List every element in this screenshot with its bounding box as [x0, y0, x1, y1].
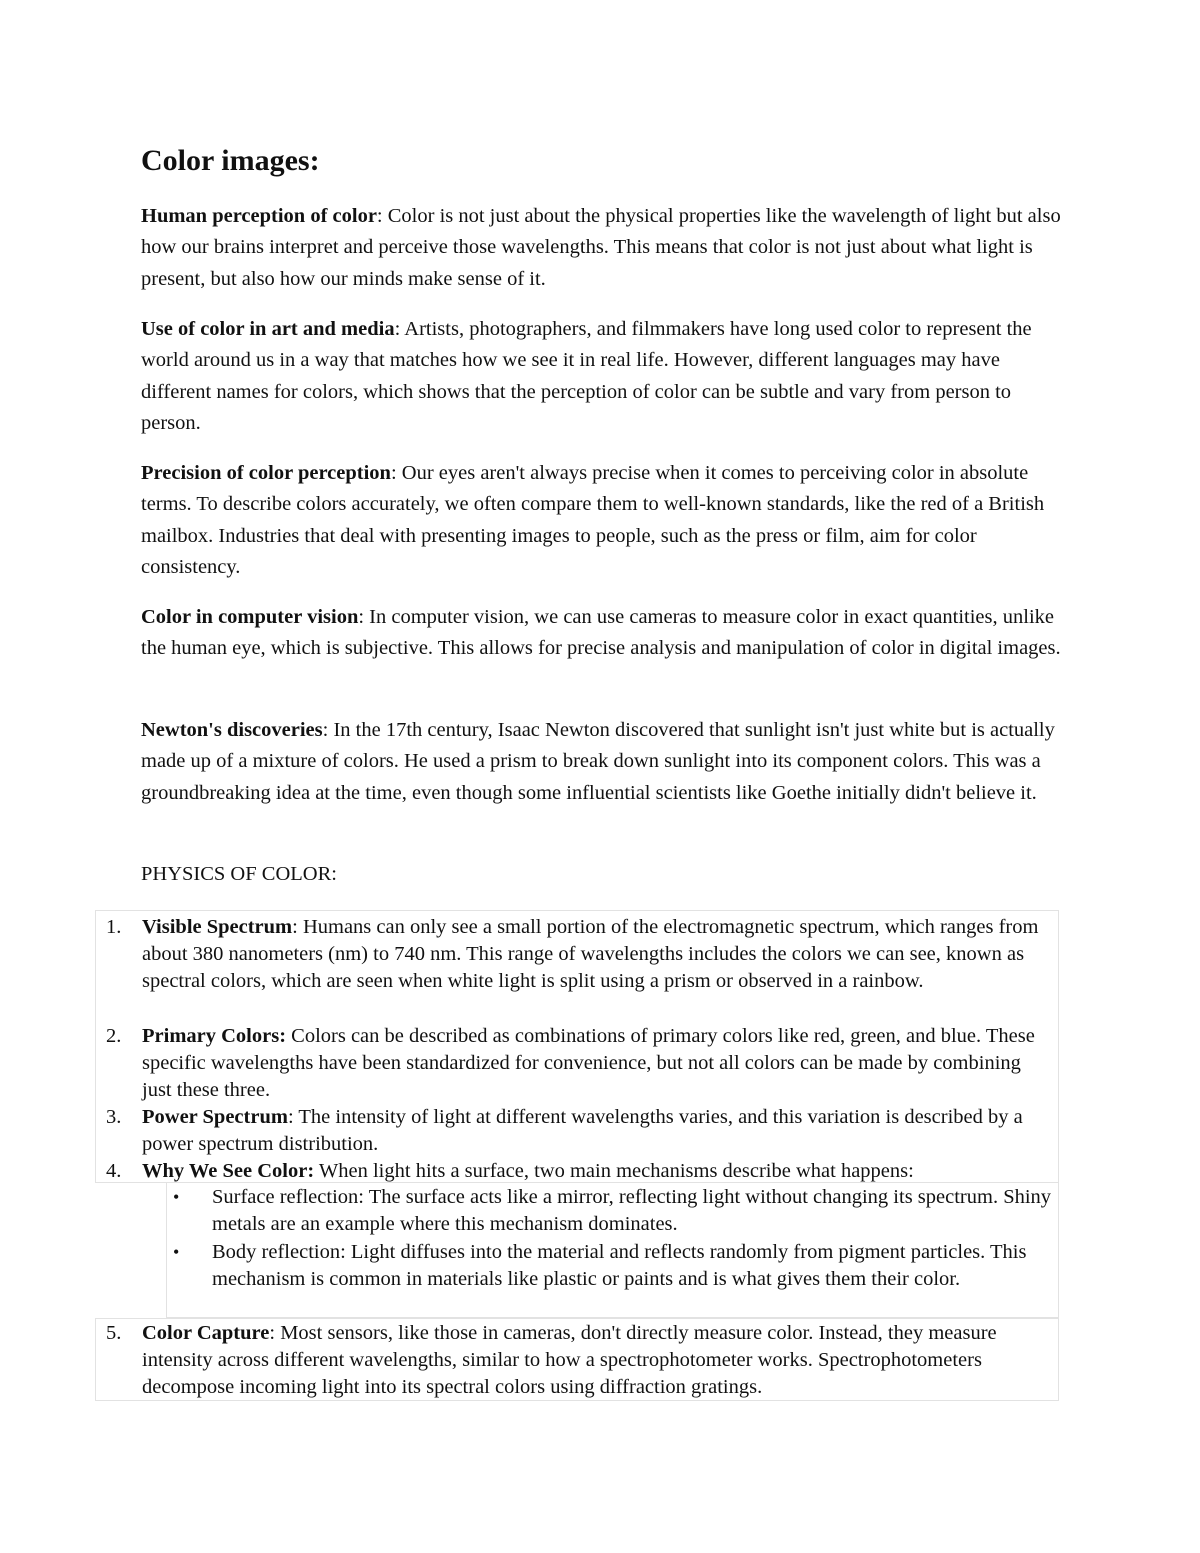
- list-item-text: : The intensity of light at different wavelengths varies, and this variation is described by a power spectrum distribution.: [142, 1106, 1023, 1155]
- paragraph-newton: [141, 715, 1071, 809]
- list-item-body: [142, 1023, 1054, 1104]
- bullet-item-text: Surface reflection: The surface acts like a mirror, reflecting light without changing its spectrum. Shiny metals are an example where this mechanism dominates.: [212, 1186, 1052, 1235]
- paragraph-heading: Use of color in art and media: [141, 318, 395, 340]
- paragraph-text: : In computer vision, we can use cameras to measure color in exact quantities, unlike the human eye, which is subjective. This allows for precise analysis and manipulation of color in digital images.: [141, 606, 1061, 660]
- paragraph-human-perception: [141, 201, 1071, 295]
- list-item-body: [142, 1104, 1054, 1158]
- list-item-text: : Most sensors, like those in cameras, don't directly measure color. Instead, they measure intensity across different wavelengths, similar to how a spectrophotometer works. Spectrophotometers decompose incoming light into its spectral colors using diffraction gratings.: [142, 1322, 997, 1398]
- paragraph-text: : Our eyes aren't always precise when it comes to perceiving color in absolute terms. To describe colors accurately, we often compare them to well-known standards, like the red of a British mailbox. Industries that deal with presenting images to people, such as the press or film, aim for color consistency.: [141, 462, 1045, 578]
- list-item-text: Colors can be described as combinations of primary colors like red, green, and blue. These specific wavelengths have been standardized for convenience, but not all colors can be made by combining just these three.: [142, 1025, 1035, 1101]
- list-item-text: : Humans can only see a small portion of the electromagnetic spectrum, which ranges from about 380 nanometers (nm) to 740 nm. This range of wavelengths includes the colors we can see, known as spectral colors, which are seen when white light is split using a prism or observed in a rainbow.: [142, 916, 1039, 992]
- list-number: 2.: [106, 1025, 122, 1047]
- list-number: 3.: [106, 1106, 122, 1128]
- list-item-heading: Why We See Color:: [142, 1160, 315, 1182]
- list-item-heading: Primary Colors:: [142, 1025, 287, 1047]
- numbered-list: [95, 910, 1059, 1183]
- paragraph-heading: Precision of color perception: [141, 462, 391, 484]
- paragraph-text: : Color is not just about the physical properties like the wavelength of light but also how our brains interpret and perceive those wavelengths. This means that color is not just about what light is present, but also how our minds make sense of it.: [141, 205, 1061, 290]
- paragraph-heading: Color in computer vision: [141, 606, 359, 628]
- list-number: 1.: [106, 916, 122, 938]
- paragraph-text: : In the 17th century, Isaac Newton discovered that sunlight isn't just white but is actually made up of a mixture of colors. He used a prism to break down sunlight into its component colors. This was a groundbreaking idea at the time, even though some influential scientists like Goethe initially didn't believe it.: [141, 719, 1055, 804]
- list-item-heading: Visible Spectrum: [142, 916, 293, 938]
- list-item-heading: Color Capture: [142, 1322, 270, 1344]
- paragraph-heading: Newton's discoveries: [141, 719, 323, 741]
- paragraph-precision: [141, 458, 1071, 583]
- list-item-heading: Power Spectrum: [142, 1106, 288, 1128]
- bullet-list: [166, 1182, 1059, 1318]
- document-title: Color images:: [141, 144, 320, 177]
- section-heading: PHYSICS OF COLOR:: [141, 863, 337, 885]
- paragraph-art-media: [141, 314, 1071, 439]
- list-item-text: When light hits a surface, two main mechanisms describe what happens:: [314, 1160, 914, 1182]
- paragraph-heading: Human perception of color: [141, 205, 377, 227]
- numbered-list-continued: [95, 1318, 1059, 1401]
- list-number: 5.: [106, 1322, 122, 1344]
- list-item-body: [142, 914, 1054, 995]
- list-item-body: [142, 1158, 1054, 1185]
- paragraph-text: : Artists, photographers, and filmmakers have long used color to represent the world around us in a way that matches how we see it in real life. However, different languages may have different names for colors, which shows that the perception of color can be subtle and vary from person to person.: [141, 318, 1032, 434]
- list-item-body: [142, 1320, 1054, 1401]
- list-number: 4.: [106, 1160, 122, 1182]
- paragraph-computer-vision: [141, 602, 1071, 665]
- bullet-marker: •: [173, 1187, 180, 1207]
- bullet-marker: •: [173, 1242, 180, 1262]
- bullet-item-text: Body reflection: Light diffuses into the material and reflects randomly from pigment particles. This mechanism is common in materials like plastic or paints and is what gives them their color.: [212, 1241, 1027, 1290]
